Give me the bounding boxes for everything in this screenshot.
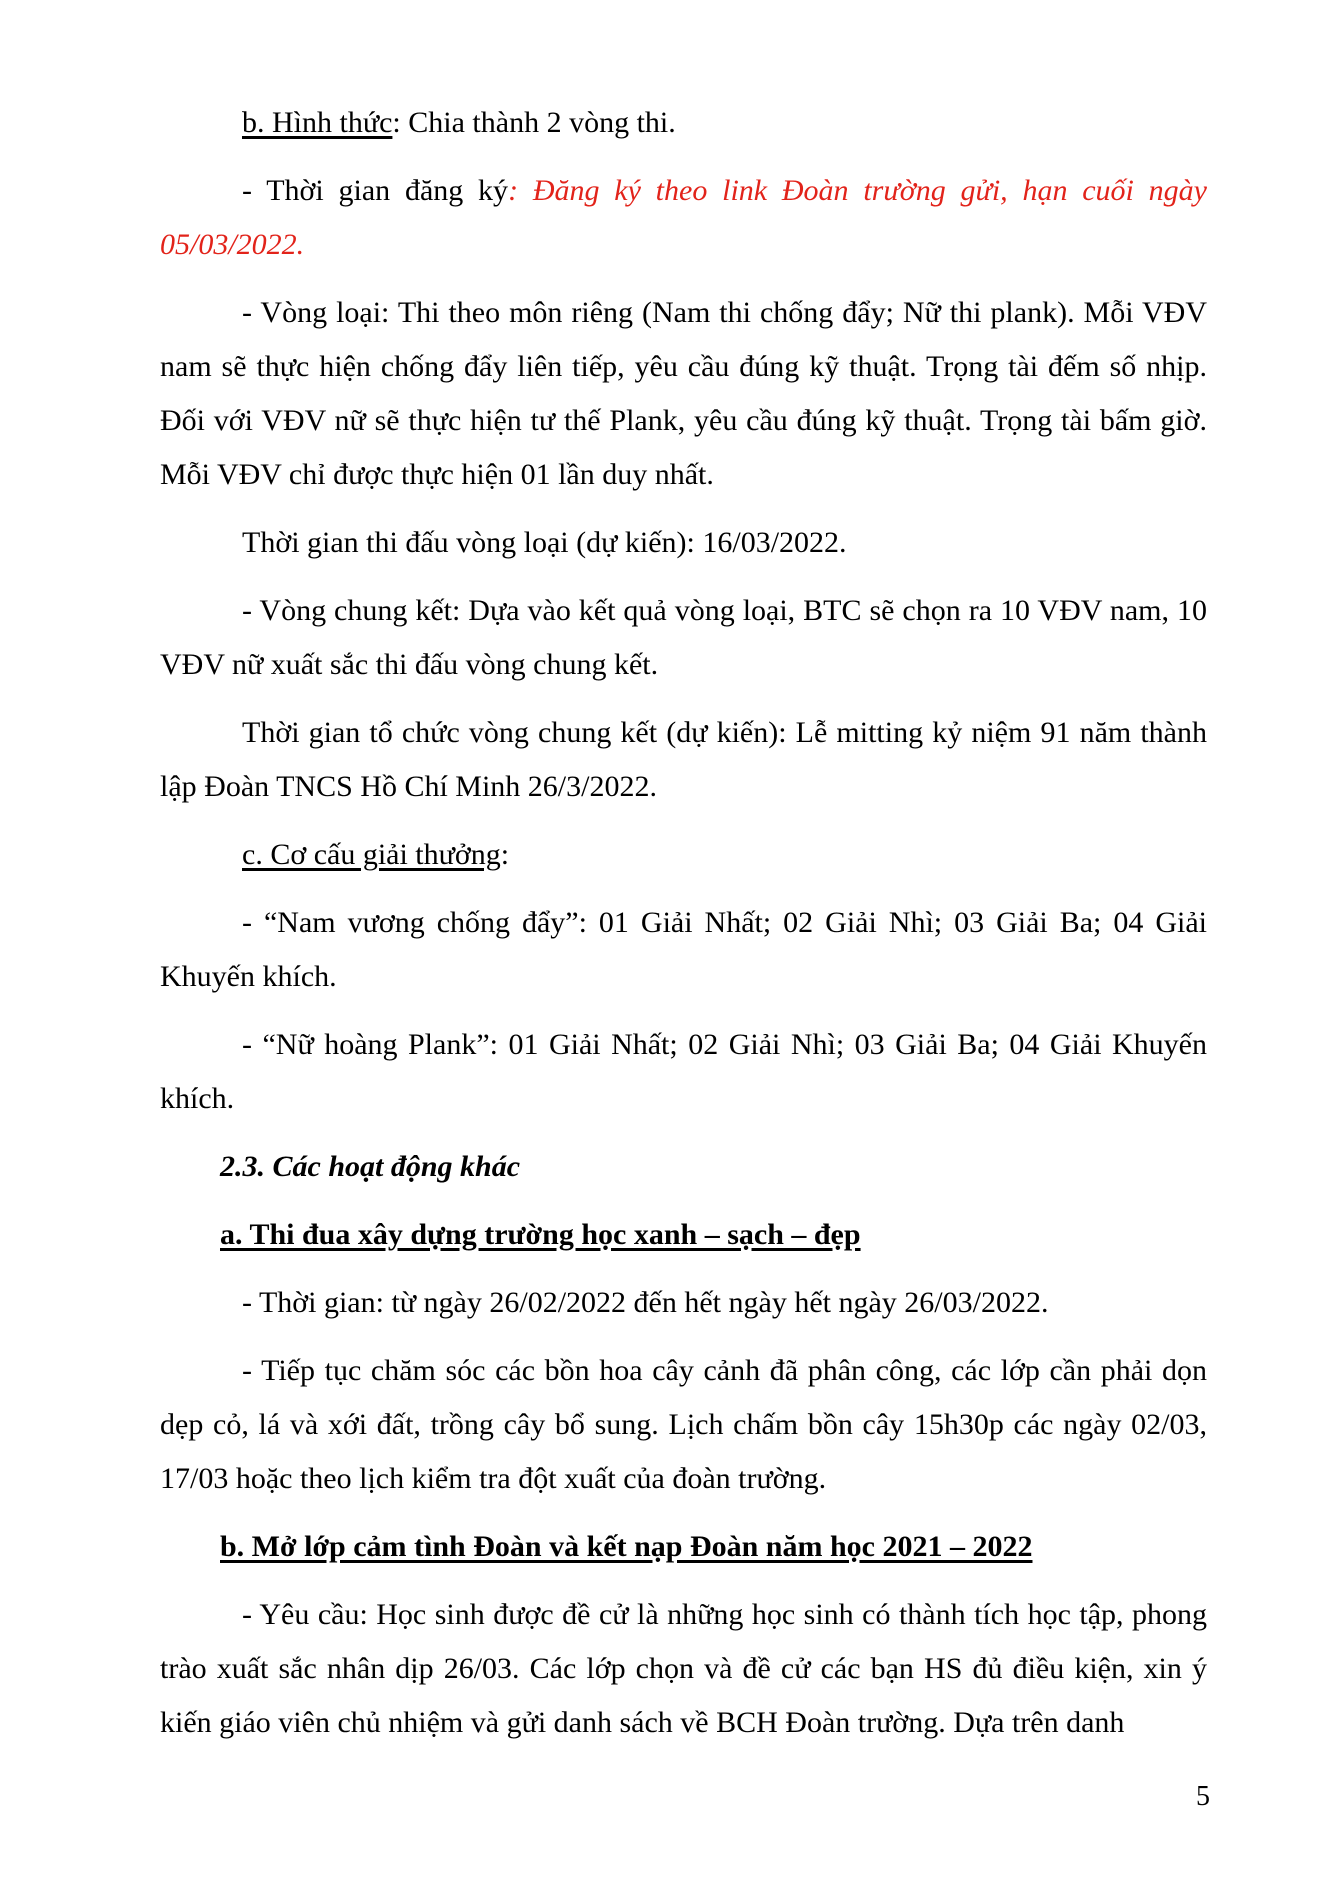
paragraph-chung-ket: - Vòng chung kết: Dựa vào kết quả vòng loại, BTC sẽ chọn ra 10 VĐV nam, 10 VĐV nữ xuất sắc thi đấu vòng chung kết. <box>160 594 1207 681</box>
paragraph-vong-loai-time: Thời gian thi đấu vòng loại (dự kiến): 16/03/2022. <box>242 526 847 559</box>
paragraph-co-cau <box>160 828 1207 882</box>
heading-section-a: a. Thi đua xây dựng trường học xanh – sạch – đẹp <box>220 1218 861 1251</box>
text-co-cau: : <box>500 838 510 871</box>
label-co-cau: c. Cơ cấu giải thưởng <box>242 838 501 871</box>
paragraph-section-a-body: - Tiếp tục chăm sóc các bồn hoa cây cảnh đã phân công, các lớp cần phải dọn dẹp cỏ, lá và xới đất, trồng cây bổ sung. Lịch chấm bồn cây 15h30p các ngày 02/03, 17/03 hoặc theo lịch kiểm tra đột xuất của đoàn trường. <box>160 1354 1207 1495</box>
registration-prefix: - Thời gian đăng ký <box>242 174 509 207</box>
paragraph-vong-loai: - Vòng loại: Thi theo môn riêng (Nam thi chống đẩy; Nữ thi plank). Mỗi VĐV nam sẽ thực hiện chống đẩy liên tiếp, yêu cầu đúng kỹ thuật. Trọng tài đếm số nhịp. Đối với VĐV nữ sẽ thực hiện tư thế Plank, yêu cầu đúng kỹ thuật. Trọng tài bấm giờ. Mỗi VĐV chỉ được thực hiện 01 lần duy nhất. <box>160 296 1207 491</box>
paragraph-section-b-body: - Yêu cầu: Học sinh được đề cử là những học sinh có thành tích học tập, phong trào xuất sắc nhân dịp 26/03. Các lớp chọn và đề cử các bạn HS đủ điều kiện, xin ý kiến giáo viên chủ nhiệm và gửi danh sách về BCH Đoàn trường. Dựa trên danh <box>160 1598 1207 1739</box>
paragraph-prize-nam: - “Nam vương chống đẩy”: 01 Giải Nhất; 02 Giải Nhì; 03 Giải Ba; 04 Giải Khuyến khích. <box>160 906 1207 993</box>
document-page <box>160 96 1207 1764</box>
text-hinh-thuc: : Chia thành 2 vòng thi. <box>392 106 676 139</box>
paragraph-registration <box>160 164 1207 272</box>
paragraph-section-a-time: - Thời gian: từ ngày 26/02/2022 đến hết ngày hết ngày 26/03/2022. <box>242 1286 1049 1319</box>
heading-section-2-3: 2.3. Các hoạt động khác <box>220 1150 521 1183</box>
paragraph-hinh-thuc <box>160 96 1207 150</box>
registration-deadline: : Đăng ký theo link Đoàn trường gửi, hạn cuối ngày 05/03/2022. <box>160 174 1207 261</box>
label-hinh-thuc: b. Hình thức <box>242 106 393 139</box>
paragraph-prize-nu: - “Nữ hoàng Plank”: 01 Giải Nhất; 02 Giải Nhì; 03 Giải Ba; 04 Giải Khuyến khích. <box>160 1028 1207 1115</box>
heading-section-b: b. Mở lớp cảm tình Đoàn và kết nạp Đoàn năm học 2021 – 2022 <box>220 1530 1033 1563</box>
paragraph-chung-ket-time: Thời gian tổ chức vòng chung kết (dự kiến): Lễ mitting kỷ niệm 91 năm thành lập Đoàn TNCS Hồ Chí Minh 26/3/2022. <box>160 716 1207 803</box>
page-number: 5 <box>1196 1781 1210 1812</box>
